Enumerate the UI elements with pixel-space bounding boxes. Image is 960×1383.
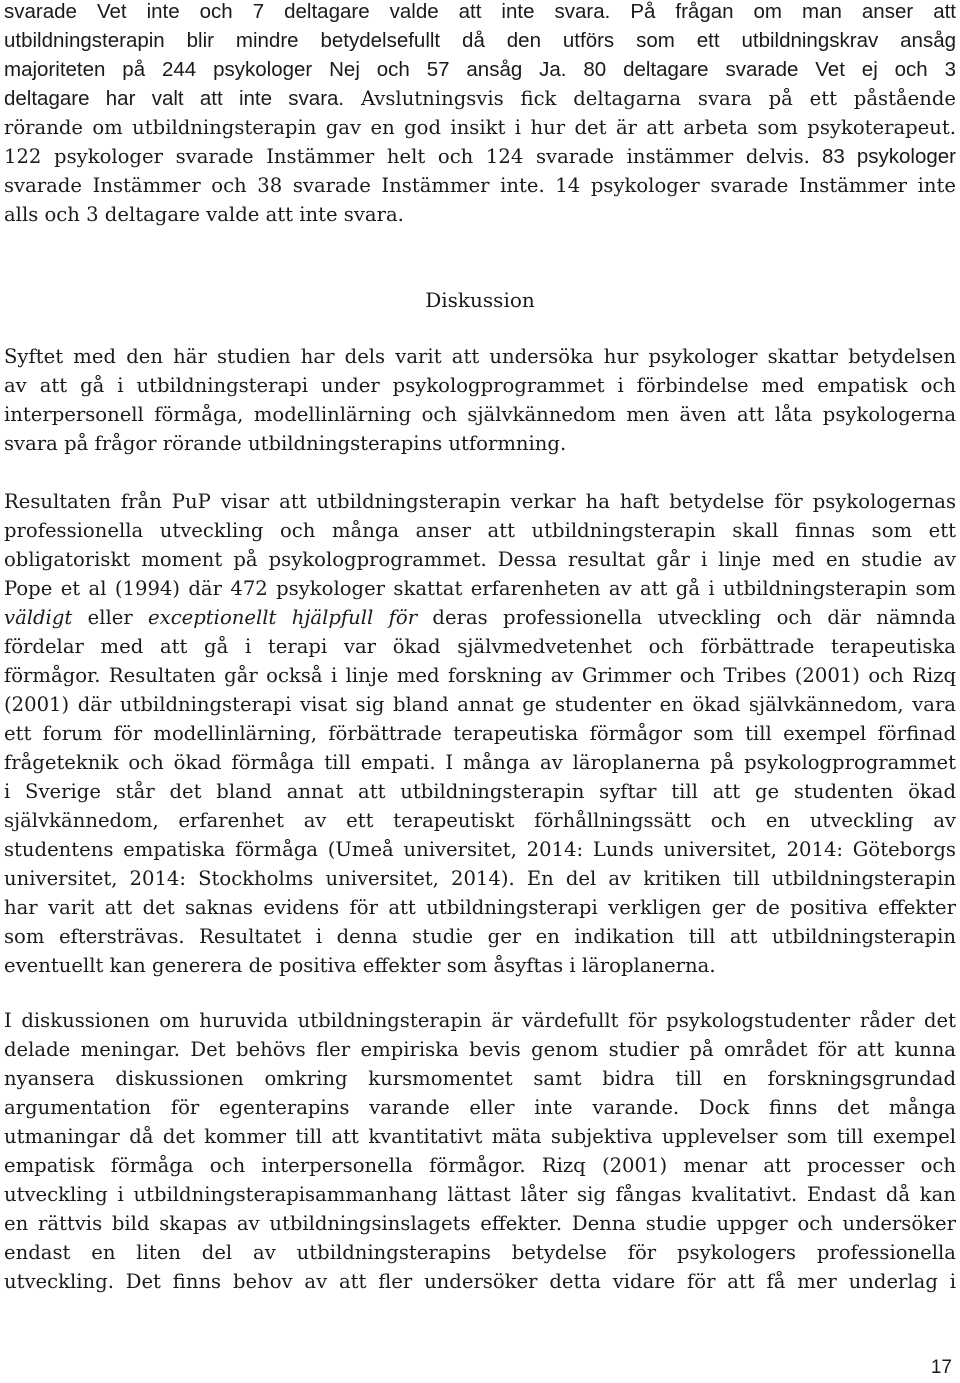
text-line: obligatoriskt moment på psykologprogrammet. Dessa resultat går i linje med en studie av (4, 548, 956, 571)
text-line (4, 171, 956, 200)
text-line: svarade Vet inte och 7 deltagare valde att inte svara. På frågan om man anser att (4, 0, 956, 23)
text-line: en rättvis bild skapas av utbildningsinslagets effekter. Denna studie uppger och undersöker (4, 1212, 956, 1235)
text-line: Resultaten från PuP visar att utbildningsterapin verkar ha haft betydelse för psykologernas (4, 490, 956, 513)
text-line (4, 142, 956, 171)
text-segment: deras professionella utveckling och där nämnda (417, 606, 956, 629)
text-line: har varit att det saknas evidens för att utbildningsterapi verkligen ger de positiva effekter (4, 896, 956, 919)
text-line: i Sverige står det bland annat att utbildningsterapin syftar till att ge studenten ökad (4, 780, 956, 803)
text-line: nyansera diskussionen omkring kursmomentet samt bidra till en forskningsgrundad (4, 1067, 956, 1090)
text-line: frågeteknik och ökad förmåga till empati. I många av läroplanerna på psykologprogrammet (4, 751, 956, 774)
text-line: endast en liten del av utbildningsterapins betydelse för psykologers professionella (4, 1241, 956, 1264)
text-line: delade meningar. Det behövs fler empiriska bevis genom studier på området för att kunna (4, 1038, 956, 1061)
text-line: svara på frågor rörande utbildningsterapins utformning. (4, 432, 567, 455)
text-line: utbildningsterapin blir mindre betydelsefullt då den utförs som ett utbildningskrav ansåg (4, 29, 956, 52)
text-line: universitet, 2014: Stockholms universitet, 2014). En del av kritiken till utbildningsterapin (4, 867, 956, 890)
discussion-paragraph-3 (4, 1006, 956, 1296)
text-line: ett forum för modellinlärning, förbättrade terapeutiska förmågor som till exempel förfinad (4, 722, 956, 745)
text-line: I diskussionen om huruvida utbildningsterapin är värdefullt för psykologstudenter råder det (4, 1009, 956, 1032)
text-line (4, 603, 956, 632)
text-segment: svarade Instämmer och 38 svarade Instämmer inte. (4, 174, 545, 197)
text-line (4, 84, 956, 113)
emphasis: exceptionellt hjälpfull för (148, 606, 418, 629)
discussion-paragraph-1 (4, 342, 956, 458)
text-segment: deltagare har valt att inte svara. (4, 87, 345, 110)
results-paragraph (4, 0, 956, 229)
text-line: förmågor. Resultaten går också i linje med forskning av Grimmer och Tribes (2001) och Rizq (4, 664, 956, 687)
text-segment: eller (72, 606, 149, 629)
text-line: argumentation för egenterapins varande eller inte varande. Dock finns det många (4, 1096, 956, 1119)
text-line: empatisk förmåga och interpersonella förmågor. Rizq (2001) menar att processer och (4, 1154, 956, 1177)
text-line: fördelar med att gå i terapi var ökad självmedvetenhet och förbättrade terapeutiska (4, 635, 956, 658)
text-segment: 14 psykologer svarade Instämmer inte (544, 174, 956, 197)
text-line: självkännedom, erfarenhet av ett terapeutiskt förhållningssätt och en utveckling av (4, 809, 956, 832)
page-number: 17 (930, 1357, 952, 1378)
text-line: (2001) där utbildningsterapi visat sig bland annat ge studenter en ökad självkännedom, vara (4, 693, 956, 716)
discussion-paragraph-2 (4, 487, 956, 980)
text-line: Pope et al (1994) där 472 psykologer skattat erfarenheten av att gå i utbildningsterapin som (4, 577, 956, 600)
text-segment: 83 psykologer (809, 145, 956, 168)
text-line: Syftet med den här studien har dels varit att undersöka hur psykologer skattar betydelsen (4, 345, 956, 368)
text-line: rörande om utbildningsterapin gav en god insikt i hur det är att arbeta som psykoterapeut. (4, 116, 956, 139)
text-line: av att gå i utbildningsterapi under psykologprogrammet i förbindelse med empatisk och (4, 374, 956, 397)
text-line: professionella utveckling och många anser att utbildningsterapin skall finnas som ett (4, 519, 956, 542)
emphasis: väldigt (4, 606, 73, 629)
text-segment: Avslutningsvis fick deltagarna svara på ett påstående (344, 87, 956, 110)
section-heading: Diskussion (425, 288, 535, 312)
text-line: utveckling i utbildningsterapisammanhang lättast låter sig fångas kvalitativt. Endast då kan (4, 1183, 956, 1206)
text-line: utmaningar då det kommer till att kvantitativt mäta subjektiva upplevelser som till exempel (4, 1125, 956, 1148)
text-line: som eftersträvas. Resultatet i denna studie ger en indikation till att utbildningsterapin (4, 925, 956, 948)
text-segment: 122 psykologer svarade Instämmer helt och 124 svarade instämmer delvis. (4, 145, 810, 168)
text-line: eventuellt kan generera de positiva effekter som åsyftas i läroplanerna. (4, 954, 716, 977)
text-line: utveckling. Det finns behov av att fler undersöker detta vidare för att få mer underlag i (4, 1270, 956, 1293)
text-line: majoriteten på 244 psykologer Nej och 57 ansåg Ja. 80 deltagare svarade Vet ej och 3 (4, 58, 956, 81)
text-line: studentens empatiska förmåga (Umeå universitet, 2014: Lunds universitet, 2014: Göteborgs (4, 838, 956, 861)
text-line: interpersonell förmåga, modellinlärning och självkännedom men även att låta psykologerna (4, 403, 956, 426)
text-line: alls och 3 deltagare valde att inte svara. (4, 203, 404, 226)
